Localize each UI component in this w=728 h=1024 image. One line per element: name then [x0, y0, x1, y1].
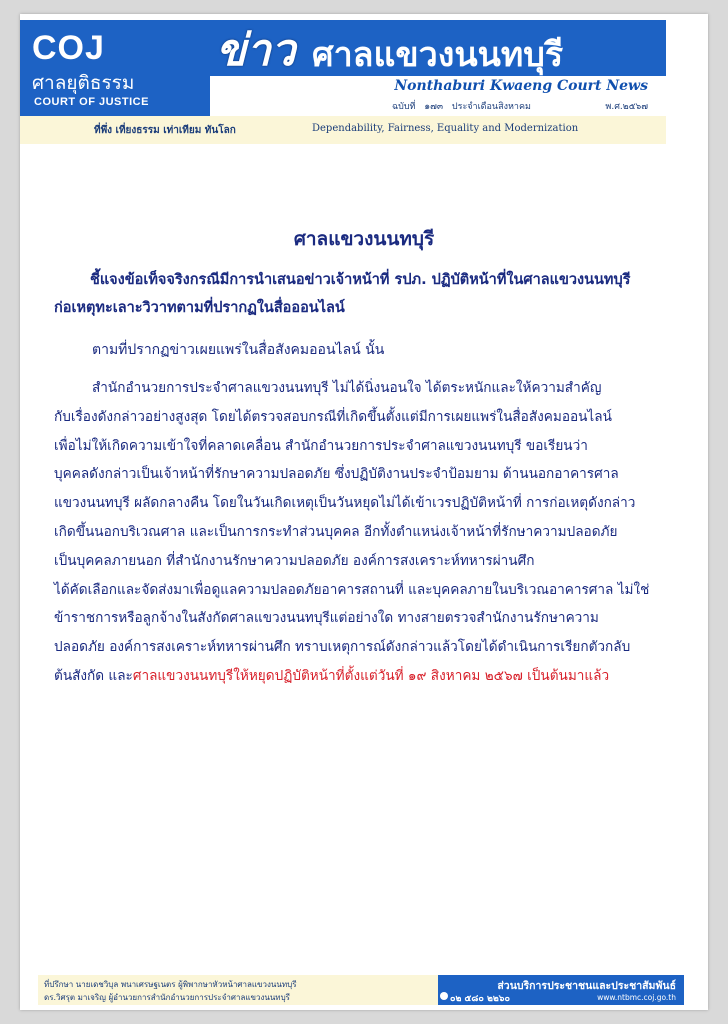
body-line: ได้คัดเลือกและจัดส่งมาเพื่อดูแลความปลอดภัยอาคารสถานที่ และบุคคลภายในบริเวณอาคารศาล ไม่ใช่ — [54, 581, 650, 598]
motto-thai: ที่พึ่ง เที่ยงธรรม เท่าเทียม ทันโลก — [94, 125, 236, 136]
website-link[interactable]: www.ntbmc.coj.go.th — [597, 993, 676, 1002]
advisor-line: ที่ปรึกษา นายเดชวิบุล พนาเศรษฐเนตร ผู้พิพากษาหัวหน้าศาลแขวงนนทบุรี — [44, 980, 297, 989]
pr-unit: ส่วนบริการประชาชนและประชาสัมพันธ์ — [497, 980, 676, 992]
motto-english: Dependability, Fairness, Equality and Modernization — [312, 123, 579, 134]
subject-line-1: ชี้แจงข้อเท็จจริงกรณีมีการนำเสนอข่าวเจ้าหน้าที่ รปภ. ปฏิบัติหน้าที่ในศาลแขวงนนทบุรี — [90, 272, 631, 288]
english-newsletter-title: Nonthaburi Kwaeng Court News — [394, 78, 648, 94]
body-line: ปลอดภัย องค์การสงเคราะห์ทหารผ่านศึก ทราบเหตุการณ์ดังกล่าวแล้วโดยได้ดำเนินการเรียกตัวกลับ — [54, 639, 631, 656]
coj-logo-thai: ศาลยุติธรรม — [32, 72, 135, 94]
intro-paragraph: ตามที่ปรากฏข่าวเผยแพร่ในสื่อสังคมออนไลน์ นั้น — [92, 342, 385, 358]
body-line: ข้าราชการหรือลูกจ้างในสังกัดศาลแขวงนนทบุรีแต่อย่างใด ทางสายตรวจสำนักงานรักษาความ — [54, 610, 599, 627]
header-court-name: ศาลแขวงนนทบุรี — [312, 35, 564, 75]
phone-number: ๐๒ ๕๘๐ ๒๒๖๐ — [450, 994, 511, 1004]
phone-icon — [440, 992, 448, 1000]
subject-heading — [54, 266, 674, 322]
director-line: ดร.วิศรุต มาเจริญ ผู้อำนวยการสำนักอำนวยการประจำศาลแขวงนนทบุรี — [44, 993, 290, 1002]
newsletter-footer — [38, 975, 684, 1005]
body-line: กับเรื่องดังกล่าวอย่างสูงสุด โดยได้ตรวจสอบกรณีที่เกิดขึ้นตั้งแต่มีการเผยแพร่ในสื่อสังคมออนไลน์ — [54, 408, 612, 425]
body-line: แขวงนนทบุรี ผลัดกลางคืน โดยในวันเกิดเหตุเป็นวันหยุดไม่ได้เข้าเวรปฏิบัติหน้าที่ การก่อเหตุดังกล่าว — [54, 495, 636, 512]
body-paragraph — [54, 374, 674, 691]
suspension-notice: ศาลแขวงนนทบุรีให้หยุดปฏิบัติหน้าที่ตั้งแต่วันที่ ๑๙ สิงหาคม ๒๕๖๗ เป็นต้นมาแล้ว — [132, 667, 610, 684]
body-line: เป็นบุคคลภายนอก ที่สำนักงานรักษาความปลอดภัย องค์การสงเคราะห์ทหารผ่านศึก — [54, 552, 535, 569]
issue-month: ประจำเดือนสิงหาคม — [451, 102, 531, 112]
news-word: ข่าว — [216, 25, 296, 76]
body-line: บุคคลดังกล่าวเป็นเจ้าหน้าที่รักษาความปลอดภัย ซึ่งปฏิบัติงานประจำป้อมยาม ด้านนอกอาคารศาล — [54, 466, 619, 483]
body-line: เกิดขึ้นนอกบริเวณศาล และเป็นการกระทำส่วนบุคคล อีกทั้งตำแหน่งเจ้าหน้าที่รักษาความปลอดภัย — [54, 523, 618, 540]
last-line-prefix: ต้นสังกัด และ — [54, 667, 133, 684]
issue-label: ฉบับที่ — [392, 102, 416, 112]
body-line: เพื่อไม่ให้เกิดความเข้าใจที่คลาดเคลื่อน สำนักอำนวยการประจำศาลแขวงนนทบุรี ขอเรียนว่า — [54, 437, 588, 454]
newsletter-header — [20, 20, 666, 144]
issue-year: พ.ศ.๒๕๖๗ — [605, 102, 648, 112]
issue-number: ๑๗๓ — [424, 102, 444, 112]
body-last-line — [54, 662, 674, 691]
subject-line-2: ก่อเหตุทะเลาะวิวาทตามที่ปรากฏในสื่อออนไลน์ — [54, 300, 345, 316]
document-title: ศาลแขวงนนทบุรี — [293, 228, 435, 250]
coj-logo-english: COURT OF JUSTICE — [34, 96, 149, 108]
body-line: สำนักอำนวยการประจำศาลแขวงนนทบุรี ไม่ได้นิ่งนอนใจ ได้ตระหนักและให้ความสำคัญ — [92, 380, 602, 396]
issue-info — [392, 99, 654, 113]
coj-logo: COJ — [32, 29, 105, 67]
